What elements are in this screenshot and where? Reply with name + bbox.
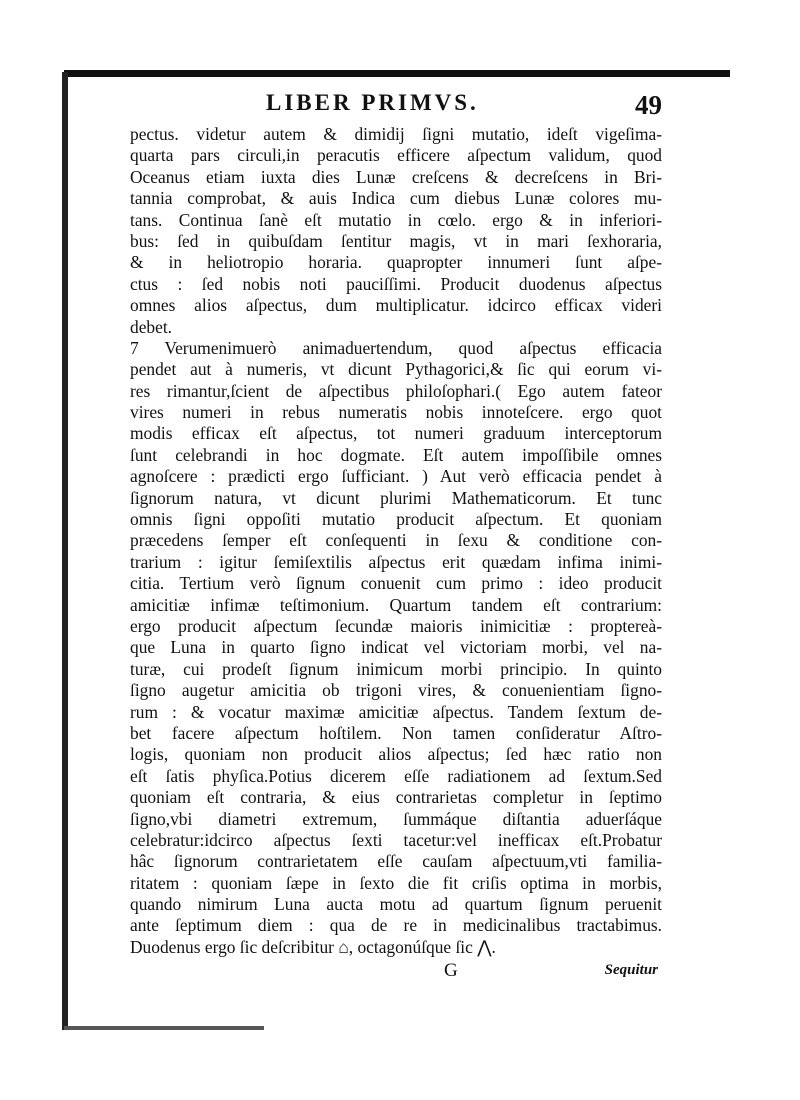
text-line: præcedens ſemper eſt conſequenti in ſexu & conditione con- xyxy=(130,530,662,551)
text-line: ritatem : quoniam ſæpe in ſexto die fit criſis optima in morbis, xyxy=(130,872,662,893)
text-line: logis, quoniam non producit alios aſpectus; ſed hæc ratio non xyxy=(130,744,662,765)
text-line: agnoſcere : prædicti ergo ſufficiant. ) Aut verò efficacia pendet à xyxy=(130,466,662,487)
text-line: ſunt celebrandi in hoc dogmate. Eſt autem impoſſibile omnes xyxy=(130,444,662,465)
text-line: ſigno,vbi diametri extremum, ſummáque diſtantia aduerſáque xyxy=(130,808,662,829)
text-line: que Luna in quarto ſigno indicat vel victoriam morbi, vel na- xyxy=(130,637,662,658)
text-line: vires numeri in rebus numeratis nobis innoteſcere. ergo quot xyxy=(130,402,662,423)
text-line: tans. Continua ſanè eſt mutatio in cœlo. ergo & in inferiori- xyxy=(130,209,662,230)
text-line: pectus. videtur autem & dimidij ſigni mutatio, ideſt vigeſima- xyxy=(130,124,662,144)
signature-mark: G xyxy=(444,960,458,982)
text-line: turæ, cui prodeſt ſignum inimicum morbi principio. In quinto xyxy=(130,658,662,679)
page-footer xyxy=(130,960,662,984)
text-line: pendet aut à numeris, vt dicunt Pythagorici,& ſic qui eorum vi- xyxy=(130,359,662,380)
text-line: 7 Verumenimuerò animaduertendum, quod aſpectus efficacia xyxy=(130,337,662,358)
top-border-rule xyxy=(64,70,730,77)
text-line: ſigno augetur amicitia ob trigoni vires, & conuenientiam ſigno- xyxy=(130,680,662,701)
text-line: omnes alios aſpectus, dum multiplicatur. idcirco efficax videri xyxy=(130,295,662,316)
text-line: ctus : ſed nobis noti pauciſſimi. Producit duodenus aſpectus xyxy=(130,273,662,294)
text-line: & in heliotropio horaria. quapropter innumeri ſunt aſpe- xyxy=(130,252,662,273)
text-line: res rimantur,ſcient de aſpectibus philoſophari.( Ego autem fateor xyxy=(130,380,662,401)
text-line: bus: ſed in quibuſdam ſentitur magis, vt in mari ſexhoraria, xyxy=(130,230,662,251)
text-line: omnis ſigni oppoſiti mutatio producit aſpectum. Et quoniam xyxy=(130,509,662,530)
text-line: amicitiæ infimæ teſtimonium. Quartum tandem eſt contrarium: xyxy=(130,594,662,615)
book-page xyxy=(130,88,662,984)
text-line: hâc ſignorum contrarietatem eſſe cauſam aſpectuum,vti familia- xyxy=(130,851,662,872)
text-line: ergo producit aſpectum ſecundæ maioris inimicitiæ : proptereà- xyxy=(130,615,662,636)
text-line: debet. xyxy=(130,316,173,337)
catchword: Sequitur xyxy=(604,962,658,979)
text-line: quarta pars circuli,in peracutis efficere aſpectum validum, quod xyxy=(130,145,662,166)
text-block xyxy=(130,124,662,958)
running-head xyxy=(130,88,662,124)
text-line: quando nimirum Luna aucta motu ad quartum ſignum peruenit xyxy=(130,894,662,915)
text-line: ante ſeptimum diem : qua de re in medicinalibus tractabimus. xyxy=(130,915,662,936)
text-line: modis efficax eſt aſpectus, tot numeri graduum interceptorum xyxy=(130,423,662,444)
text-line: bet facere aſpectum hoſtilem. Non tamen conſideratur Aſtro- xyxy=(130,722,662,743)
text-line: eſt ſatis phyſica.Potius dicerem eſſe radiationem ad ſextum.Sed xyxy=(130,765,662,786)
running-title: LIBER PRIMVS. xyxy=(266,90,479,115)
text-line: citia. Tertium verò ſignum conuenit cum primo : ideo producit xyxy=(130,573,662,594)
text-line: ſignorum natura, vt dicunt plurimi Mathematicorum. Et tunc xyxy=(130,487,662,508)
text-line: tannia comprobat, & auis Indica cum diebus Lunæ colores mu- xyxy=(130,188,662,209)
text-line: rum : & vocatur maximæ amicitiæ aſpectus. Tandem ſextum de- xyxy=(130,701,662,722)
text-line: Duodenus ergo ſic deſcribitur ⌂, octagonúſque ſic ⋀. xyxy=(130,936,496,957)
text-line: quoniam eſt contraria, & eius contrarietas completur in ſeptimo xyxy=(130,787,662,808)
text-line: trarium : igitur ſemiſextilis aſpectus erit quædam infima inimi- xyxy=(130,551,662,572)
text-line: celebratur:idcirco aſpectus ſexti tacetur:vel inefficax eſt.Probatur xyxy=(130,829,662,850)
bottom-border-rule xyxy=(64,1026,264,1030)
page-number: 49 xyxy=(635,90,662,120)
left-border-rule xyxy=(62,72,68,1030)
text-line: Oceanus etiam iuxta dies Lunæ creſcens & decreſcens in Bri- xyxy=(130,166,662,187)
